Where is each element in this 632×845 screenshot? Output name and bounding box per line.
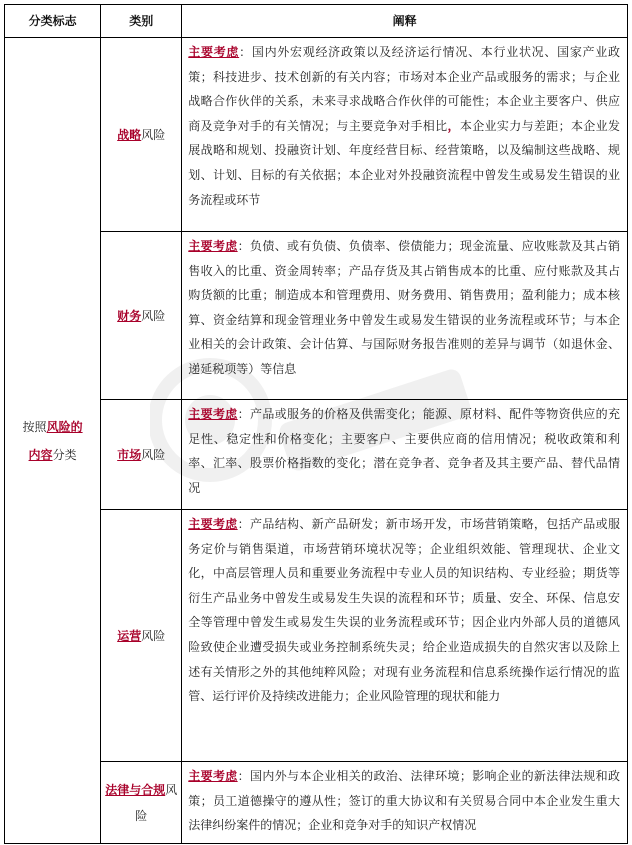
category-keyword: 法律与合规 <box>105 782 166 797</box>
category-suffix: 风险 <box>141 127 166 142</box>
category-keyword: 财务 <box>117 308 142 323</box>
category-cell-strategy <box>101 38 182 232</box>
classification-prefix: 按照 <box>22 419 47 434</box>
explanation-cell <box>182 762 628 844</box>
header-classification: 分类标志 <box>5 5 101 38</box>
table-row <box>5 38 628 232</box>
category-suffix: 风险 <box>141 628 166 643</box>
header-row <box>5 5 628 38</box>
explanation-text-2: 本企业实力与差距；本企业发展战略和规划、投融资计划、年度经营目标、经营策略，以及编制这些战略、规划、计划、目标的有关依据；本企业对外投融资流程中曾发生或易发生错误的业务流程或环节 <box>188 118 620 207</box>
main-consideration-label: 主要考虑 <box>188 45 240 59</box>
explanation-mark: ， <box>447 118 460 133</box>
explanation-text: ：国内外宏观经济政策以及经济运行情况、本行业状况、国家产业政策；科技进步、技术创新的有关内容；市场对本企业产品或服务的需求；与企业战略合作伙伴的关系，未来寻求战略合作伙伴的可能性；本企业主要客户、供应商及竞争对手的有关情况；与主要竞争对手相比 <box>188 45 620 133</box>
category-keyword: 战略 <box>117 127 142 142</box>
explanation-cell <box>182 400 628 510</box>
explanation-cell <box>182 510 628 762</box>
category-cell-market <box>101 400 182 510</box>
classification-highlight: 风险的 <box>46 419 83 434</box>
category-suffix: 风险 <box>141 308 166 323</box>
main-consideration-label: 主要考虑 <box>188 517 238 531</box>
main-consideration-label: 主要考虑 <box>188 239 238 253</box>
header-explanation: 阐释 <box>182 5 628 38</box>
explanation-text: ：国内外与本企业相关的政治、法律环境；影响企业的新法律法规和政策；员工道德操守的遵从性；签订的重大协议和有关贸易合同中本企业发生重大法律纠纷案件的情况；企业和竞争对手的知识产权情况 <box>188 769 620 833</box>
category-cell-finance <box>101 232 182 400</box>
category-keyword: 运营 <box>117 628 142 643</box>
category-keyword: 市场 <box>117 447 142 462</box>
category-cell-legal <box>101 762 182 844</box>
classification-cell <box>5 38 101 844</box>
main-consideration-label: 主要考虑 <box>188 407 238 421</box>
header-category: 类别 <box>101 5 182 38</box>
explanation-text: ：负债、或有负债、负债率、偿债能力；现金流量、应收账款及其占销售收入的比重、资金周转率；产品存货及其占销售成本的比重、应付账款及其占购货额的比重；制造成本和管理费用、财务费用、销售费用；盈利能力；成本核算、资金结算和现金管理业务中曾发生或易发生错误的业务流程或环节；与本企业相关的会计政策、会计估算、与国际财务报告准则的差异与调节（如退休金、递延税项等）等信息 <box>188 239 620 376</box>
risk-classification-table <box>4 4 628 844</box>
main-consideration-label: 主要考虑 <box>188 769 238 783</box>
explanation-text: ：产品或服务的价格及供需变化；能源、原材料、配件等物资供应的充足性、稳定性和价格变化；主要客户、主要供应商的信用情况；税收政策和利率、汇率、股票价格指数的变化；潜在竞争者、竞争者及其主要产品、替代品情况 <box>188 407 620 495</box>
category-suffix: 风险 <box>135 782 178 823</box>
explanation-text: ：产品结构、新产品研发；新市场开发，市场营销策略，包括产品或服务定价与销售渠道，市场营销环境状况等；企业组织效能、管理现状、企业文化，中高层管理人员和重要业务流程中专业人员的知识结构、专业经验；期货等衍生产品业务中曾发生或易发生失误的流程和环节；质量、安全、环保、信息安全等管理中曾发生或易发生失误的业务流程或环节；因企业内外部人员的道德风险致使企业遭受损失或业务控制系统失灵；给企业造成损失的自然灾害以及除上述有关情形之外的其他纯粹风险；对现有业务流程和信息系统操作运行情况的监管、运行评价及持续改进能力；企业风险管理的现状和能力 <box>188 517 620 704</box>
explanation-cell <box>182 38 628 232</box>
category-cell-operations <box>101 510 182 762</box>
explanation-cell <box>182 232 628 400</box>
category-suffix: 风险 <box>141 447 166 462</box>
classification-highlight-2: 内容 <box>28 447 53 462</box>
classification-suffix: 分类 <box>52 447 77 462</box>
